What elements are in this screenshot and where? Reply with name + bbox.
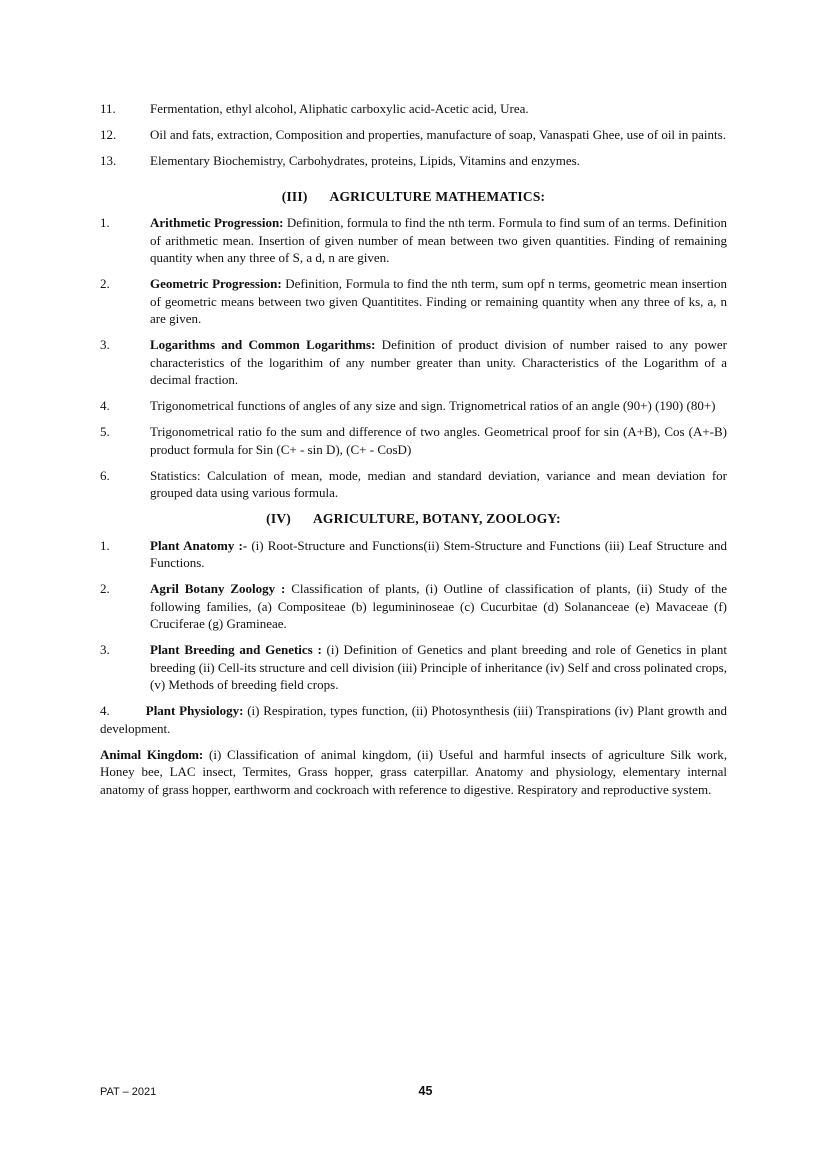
item-text: Fermentation, ethyl alcohol, Aliphatic carboxylic acid-Acetic acid, Urea. xyxy=(150,101,529,116)
item-text: Definition, formula to find the nth term. Formula to find sum of an terms. Definition of arithmetic mean. Insertion of given number of mean between two given quantities. Finding of remaining quantity when any three of S, a d, n are given. xyxy=(150,215,727,265)
list-item xyxy=(100,397,727,415)
section-title: AGRICULTURE MATHEMATICS: xyxy=(329,188,546,204)
item-text: Elementary Biochemistry, Carbohydrates, proteins, Lipids, Vitamins and enzymes. xyxy=(150,153,580,168)
list-item xyxy=(100,126,727,144)
list-item xyxy=(100,275,727,328)
item-number: 2. xyxy=(100,276,110,291)
item-term: Plant Breeding and Genetics : xyxy=(150,642,322,657)
item-text: (i) Definition of Genetics and plant breeding and role of Genetics in plant breeding (ii) Cell-its structure and cell division (iii) Principle of inheritance (iv) Self and cross polinated crops, (v) Methods of breeding field crops. xyxy=(150,642,728,692)
section-number: (III) xyxy=(281,188,308,204)
section-heading-botany-zoology xyxy=(100,510,727,528)
item-text: (i) Classification of animal kingdom, (ii) Useful and harmful insects of agriculture Silk work, Honey bee, LAC insect, Termites, Grass hopper, grass caterpillar. Anatomy and physiology, elementary internal anatomy of grass hopper, earthworm and cockroach with reference to digestive. Respiratory and reproductive system. xyxy=(100,746,727,797)
item-number: 2. xyxy=(100,581,110,596)
list-item xyxy=(100,537,727,572)
chemistry-list xyxy=(100,100,727,170)
item-number: 13. xyxy=(100,153,117,168)
list-item xyxy=(100,100,727,118)
item-number: 5. xyxy=(100,424,110,439)
section-number: (IV) xyxy=(266,511,291,526)
list-item xyxy=(100,467,727,502)
item-text: (i) Respiration, types function, (ii) Photosynthesis (iii) Transpirations (iv) Plant growth and development. xyxy=(100,703,727,736)
item-term: Logarithms and Common Logarithms: xyxy=(150,337,376,352)
animal-kingdom-paragraph xyxy=(100,746,727,799)
item-text: Definition, Formula to find the nth term, sum opf n terms, geometric mean insertion of geometric means between two given Quantitites. Finding or remaining quantity when any three of ks, a, n are given. xyxy=(150,276,727,326)
item-number: 4. xyxy=(100,398,110,413)
item-term: Agril Botany Zoology : xyxy=(150,581,286,596)
item-number: 12. xyxy=(100,127,117,142)
list-item xyxy=(100,423,727,458)
list-item xyxy=(100,152,727,170)
item-number: 1. xyxy=(100,537,110,553)
item-number: 3. xyxy=(100,642,110,657)
footer-exam-label: PAT – 2021 xyxy=(100,1086,157,1098)
item-number: 6. xyxy=(100,467,110,483)
mathematics-list xyxy=(100,214,727,502)
item-term: Animal Kingdom: xyxy=(100,746,204,762)
item-term: Arithmetic Progression: xyxy=(150,215,284,230)
plant-physiology-paragraph xyxy=(100,702,727,737)
item-text: Definition of product division of number raised to any power characteristics of the logarithim of any number greater than unity. Characteristics of the Logarithm of a decimal fraction. xyxy=(150,337,727,387)
item-number: 4. xyxy=(100,703,110,718)
item-text: (i) Root-Structure and Functions(ii) Stem-Structure and Functions (iii) Leaf Structure and Functions. xyxy=(150,537,727,570)
item-text: Oil and fats, extraction, Composition and properties, manufacture of soap, Vanaspati Ghee, use of oil in paints. xyxy=(150,127,726,142)
list-item xyxy=(100,641,727,694)
page-number: 45 xyxy=(418,1084,433,1098)
item-text: Classification of plants, (i) Outline of classification of plants, (ii) Study of the following families, (a) Compositeae (b) legumininoseae (c) Cucurbitae (d) Solananceae (e) Mavaceae (f) Cruciferae (g) Gramineae. xyxy=(150,581,727,631)
item-number: 3. xyxy=(100,337,110,352)
list-item xyxy=(100,336,727,389)
item-number: 1. xyxy=(100,215,110,230)
item-text: Statistics: Calculation of mean, mode, median and standard deviation, variance and mean deviation for grouped data using various formula. xyxy=(150,467,727,500)
document-page xyxy=(100,100,727,807)
item-text: Trigonometrical ratio fo the sum and difference of two angles. Geometrical proof for sin (A+B), Cos (A+-B) product formula for Sin (C+ - sin D), (C+ - CosD) xyxy=(150,424,727,457)
item-text: Trigonometrical functions of angles of any size and sign. Trignometrical ratios of an angle (90+) (190) (80+) xyxy=(150,398,716,413)
item-term: Geometric Progression: xyxy=(150,276,282,291)
section-title: AGRICULTURE, BOTANY, ZOOLOGY: xyxy=(312,511,561,526)
item-number: 11. xyxy=(100,101,116,116)
item-term: Plant Physiology: xyxy=(145,703,244,718)
item-term: Plant Anatomy :- xyxy=(150,537,248,553)
botany-list xyxy=(100,537,727,694)
list-item xyxy=(100,580,727,633)
section-heading-mathematics xyxy=(100,188,727,206)
list-item xyxy=(100,214,727,267)
